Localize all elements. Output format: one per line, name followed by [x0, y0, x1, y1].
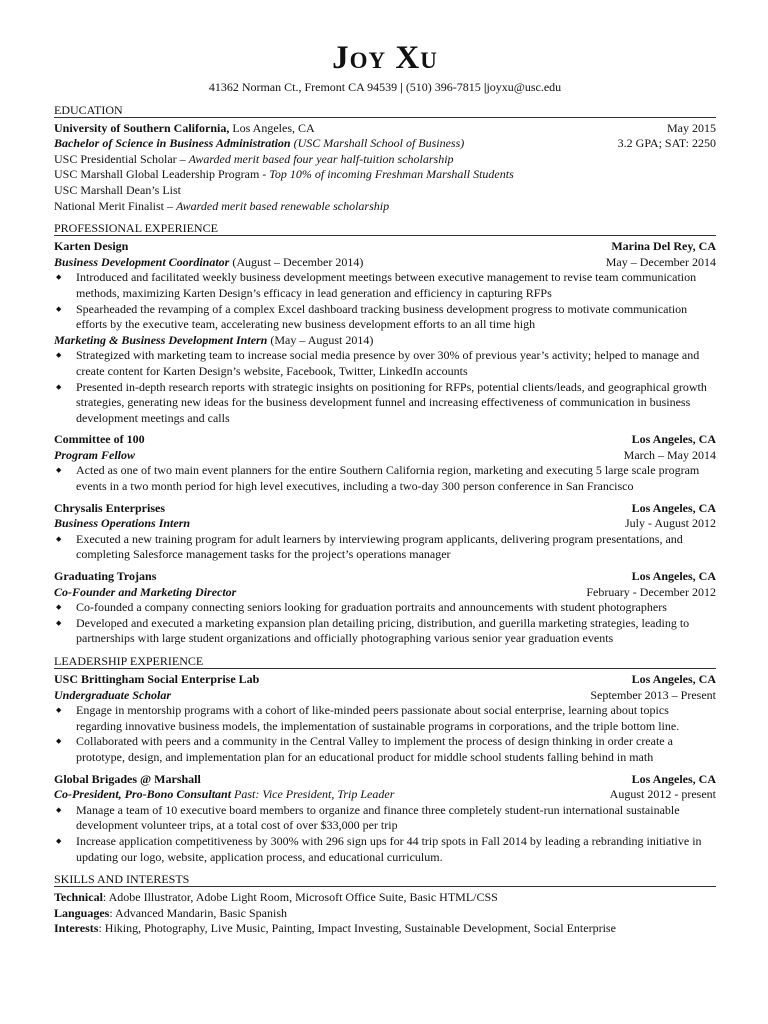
education-school-row — [54, 121, 716, 137]
bullet-item: ◆ Executed a new training program for adult learners by interviewing program applicants, delivering program presentations, and completing Salesforce management tasks for the project’s operations manager — [54, 532, 716, 563]
org-location: Los Angeles, CA — [631, 569, 716, 584]
entry-date: September 2013 – Present — [590, 687, 716, 702]
org-location: Los Angeles, CA — [631, 500, 716, 515]
degree: Bachelor of Science in Business Administration — [54, 136, 291, 151]
entry-date: February - December 2012 — [586, 584, 716, 599]
entry-date: March – May 2014 — [623, 447, 716, 462]
entry-date: July - August 2012 — [624, 516, 716, 531]
degree-detail: (USC Marshall School of Business) — [293, 136, 465, 151]
role-title: Co-Founder and Marketing Director — [54, 584, 237, 599]
skills-label: Technical — [54, 890, 103, 905]
skills-label: Interests — [54, 921, 99, 936]
entry-org-row — [54, 239, 716, 255]
bullet-item: ◆ Acted as one of two main event planners for the entire Southern California region, marketing and executing 5 large scale program events in a two month period for high level executives, including a two-day 300 person conference in San Francisco — [54, 463, 716, 494]
honor-note: Top 10% of incoming Freshman Marshall Students — [269, 167, 514, 182]
bullet-list — [54, 703, 716, 765]
section-heading: PROFESSIONAL EXPERIENCE — [54, 221, 716, 236]
org-location: Los Angeles, CA — [631, 771, 716, 786]
skills-label: Languages — [54, 905, 110, 920]
bullet-list — [54, 803, 716, 865]
entry-date: May – December 2014 — [605, 254, 716, 269]
honor-item — [54, 152, 716, 168]
honor-item — [54, 183, 716, 199]
entry-date: August 2012 - present — [609, 787, 716, 802]
bullet-item: ◆ Engage in mentorship programs with a cohort of like-minded peers passionate about social enterprise, learning about topics regarding innovative business models, the implementation of sustainable programs in corporations, and the triple bottom line. — [54, 703, 716, 734]
org-name: Chrysalis Enterprises — [54, 500, 165, 515]
bullet-item: ◆ Manage a team of 10 executive board members to organize and finance three completely student-run international sustainable development volunteer trips, at a total cost of over $33,000 per trip — [54, 803, 716, 834]
address: 41362 Norman Ct., Fremont CA 94539 — [208, 80, 398, 94]
bullet-item: ◆ Developed and executed a marketing expansion plan detailing pricing, distribution, and guerilla marketing strategies, leading to partnerships with large student organizations and officially photographing various senior year graduation events — [54, 616, 716, 647]
role-title: Undergraduate Scholar — [54, 687, 172, 702]
experience-entry-brigades — [54, 772, 716, 866]
role-title: Business Operations Intern — [54, 516, 191, 531]
experience-entry-trojans — [54, 569, 716, 647]
role-past: Past: Vice President, Trip Leader — [234, 787, 395, 802]
org-name: USC Brittingham Social Enterprise Lab — [54, 672, 260, 686]
experience-entry-brittingham — [54, 672, 716, 766]
bullet-list — [54, 348, 716, 426]
entry-org-row — [54, 432, 716, 448]
education-section — [54, 103, 716, 215]
skills-value: : Adobe Illustrator, Adobe Light Room, Microsoft Office Suite, Basic HTML/CSS — [102, 890, 498, 905]
bullet-item: ◆ Increase application competitiveness by 300% with 296 sign ups for 44 trip spots in Fall 2014 by leading a rebranding initiative in updating our logo, website, application process, and educational curriculum. — [54, 834, 716, 865]
entry-org-row — [54, 672, 716, 688]
entry-role-row — [54, 787, 716, 803]
section-heading: EDUCATION — [54, 103, 716, 118]
bullet-item: ◆ Collaborated with peers and a community in the Central Valley to implement the process of design thinking in order create a prototype, design, and implementation plan for an educational product for middle school students falling behind in math — [54, 734, 716, 765]
role-title: Marketing & Business Development Intern — [54, 332, 268, 347]
bullet-item: ◆ Co-founded a company connecting seniors looking for graduation portraits and announcements with student photographers — [54, 600, 716, 616]
leadership-section — [54, 654, 716, 865]
bullet-item: ◆ Spearheaded the revamping of a complex Excel dashboard tracking business development progress to motivate communication efforts by the executive team, accelerating new business development efforts to an all time high — [54, 302, 716, 333]
entry-org-row — [54, 569, 716, 585]
org-location: Los Angeles, CA — [631, 432, 716, 447]
org-name: Graduating Trojans — [54, 569, 157, 584]
school-line — [54, 121, 315, 137]
entry-org-row — [54, 772, 716, 788]
section-heading: SKILLS AND INTERESTS — [54, 872, 716, 887]
professional-section — [54, 221, 716, 647]
role-title: Program Fellow — [54, 447, 136, 462]
skills-value: : Hiking, Photography, Live Music, Painting, Impact Investing, Sustainable Development, Social Enterprise — [98, 921, 616, 936]
email-link[interactable]: joyxu@usc.edu — [486, 80, 562, 94]
honor-name: USC Marshall Global Leadership Program — [54, 167, 260, 182]
bullet-item: ◆ Strategized with marketing team to increase social media presence by over 30% of previous year’s activity; helped to manage and create content for Karten Design’s website, Facebook, Twitter, LinkedIn accounts — [54, 348, 716, 379]
degree-line — [54, 136, 464, 152]
skills-value: : Advanced Mandarin, Basic Spanish — [109, 905, 287, 920]
bullet-item: ◆ Presented in-depth research reports with strategic insights on positioning for RFPs, potential clients/leads, and geographical growth strategies, generating new ideas for the business development funnel and increasing effectiveness of communication in business development meetings and calls — [54, 380, 716, 427]
bullet-list — [54, 270, 716, 332]
entry-role-row — [54, 255, 716, 271]
skills-section — [54, 872, 716, 937]
entry-role-row — [54, 516, 716, 532]
honor-name: USC Presidential Scholar — [54, 151, 177, 166]
contact-line — [54, 80, 716, 96]
candidate-name: Joy Xu — [332, 40, 438, 76]
entry-org-row — [54, 501, 716, 517]
section-heading: LEADERSHIP EXPERIENCE — [54, 654, 716, 669]
honor-sep: – — [164, 198, 176, 213]
experience-entry-committee — [54, 432, 716, 494]
role-title: Business Development Coordinator — [54, 254, 230, 269]
org-name: Global Brigades @ Marshall — [54, 771, 201, 786]
role-line — [54, 255, 363, 271]
school-location: Los Angeles, CA — [232, 120, 315, 135]
phone: (510) 396-7815 — [405, 80, 481, 94]
entry-role-row — [54, 585, 716, 601]
bullet-list — [54, 600, 716, 647]
role-line — [54, 333, 716, 349]
role-title: Co-President, Pro-Bono Consultant — [54, 787, 232, 802]
education-degree-row — [54, 136, 716, 152]
org-name: Karten Design — [54, 239, 129, 254]
contact-separator: | — [483, 80, 487, 94]
skills-interests — [54, 921, 716, 937]
honor-sep: – — [176, 151, 189, 166]
experience-entry-karten — [54, 239, 716, 426]
graduation-date: May 2015 — [667, 120, 716, 135]
honor-sep: - — [259, 167, 270, 182]
org-name: Committee of 100 — [54, 432, 145, 447]
honor-note: Awarded merit based renewable scholarship — [176, 198, 390, 213]
honor-item — [54, 199, 716, 215]
gpa: 3.2 GPA; SAT: 2250 — [617, 136, 716, 151]
honor-name: National Merit Finalist — [54, 198, 164, 213]
role-dates: (May – August 2014) — [270, 332, 374, 347]
honor-name: USC Marshall Dean’s List — [54, 182, 181, 197]
bullet-list — [54, 463, 716, 494]
role-line — [54, 787, 394, 803]
org-location: Los Angeles, CA — [631, 672, 716, 686]
entry-role-row — [54, 688, 716, 704]
skills-technical — [54, 890, 716, 906]
experience-entry-chrysalis — [54, 501, 716, 563]
bullet-list — [54, 532, 716, 563]
entry-role-row — [54, 448, 716, 464]
role-dates: (August – December 2014) — [232, 254, 364, 269]
honor-item — [54, 167, 716, 183]
bullet-item: ◆ Introduced and facilitated weekly business development meetings between executive management to revise team communication methods, maximizing Karten Design’s efficacy in lead generation and efficiency in capturing RFPs — [54, 270, 716, 301]
honor-note: Awarded merit based four year half-tuition scholarship — [188, 151, 454, 166]
org-location: Marina Del Rey, CA — [611, 239, 716, 254]
contact-separator: | — [400, 80, 403, 94]
school-name: University of Southern California, — [54, 120, 230, 135]
skills-languages — [54, 906, 716, 922]
